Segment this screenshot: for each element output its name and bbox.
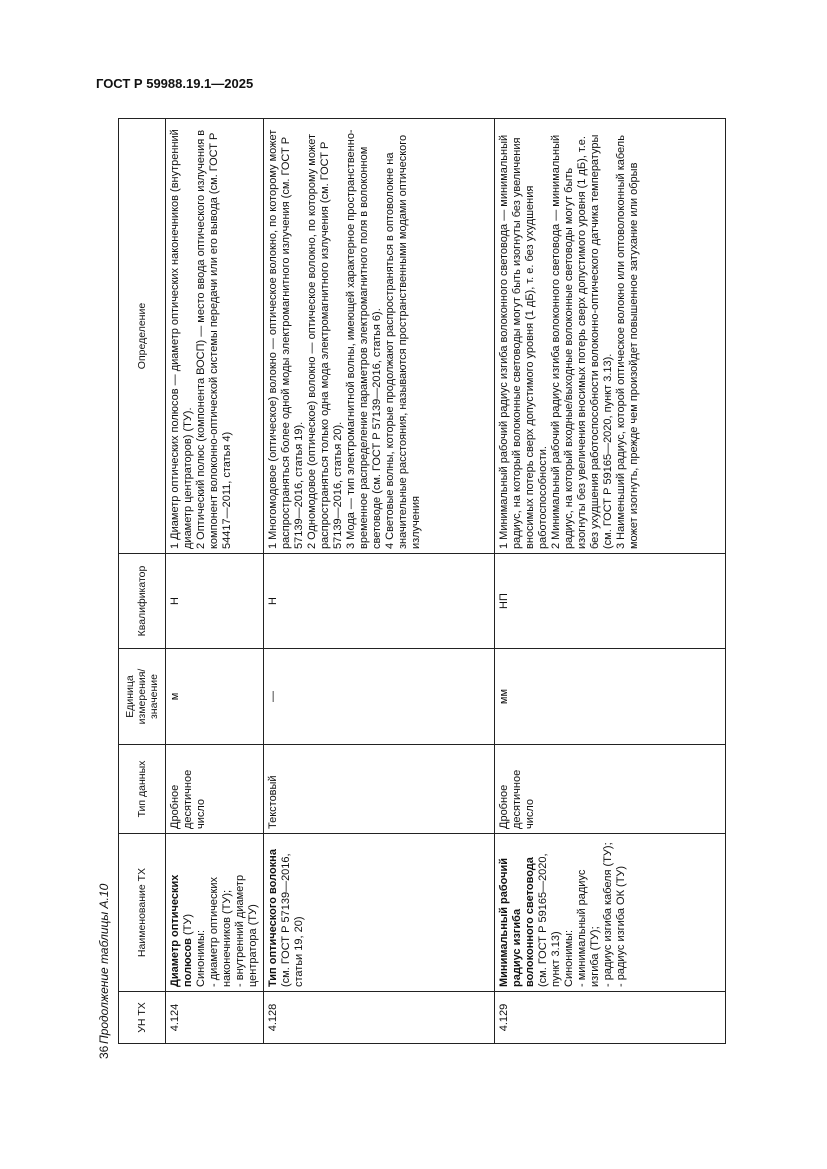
column-header-qualifier: Квалификатор [119,554,166,649]
column-header-data-type: Тип данных [119,745,166,834]
cell-unit: мм [495,649,726,745]
synonym-item: - радиус изгиба ОК (ТУ) [615,865,627,987]
definition-paragraph: 2 Одномодовое (оптическое) волокно — оптическое волокно, по которому может распространяться только одна мода электромагнитного излучения (см. ГОСТ Р 57139—2016, статья 20). [306,134,344,549]
name-reference: (см. ГОСТ Р 57139—2016, статьи 19, 20) [280,853,305,987]
name-bold: Диаметр оптических полюсов [169,874,194,987]
column-header-unit: Единица измерения/ значение [119,649,166,745]
table-header-row [119,119,166,1044]
cell-data-type: Текстовый [264,745,495,834]
cell-id: 4.128 [264,992,495,1044]
definition-paragraph: 3 Мода — тип электромагнитной волны, имеющей характерное пространственно-временное распределение параметров электромагнитного поля в волоконном световоде (см. ГОСТ Р 57139—2016, статья 6). [345,129,383,549]
synonym-item: - радиус изгиба кабеля (ТУ); [602,842,614,987]
table-row [495,119,726,1044]
definition-paragraph: 2 Оптический полюс (компонента ВОСП) — место ввода оптического излучения в компонент волоконно-оптической системы передачи или его вывода (см. ГОСТ Р 54417—2011, статья 4) [195,129,233,549]
column-header-definition: Определение [119,119,166,554]
cell-definition [166,119,264,554]
document-header-title: ГОСТ Р 59988.19.1—2025 [96,76,254,91]
synonyms-label: Синонимы: [195,929,207,987]
cell-definition [495,119,726,554]
cell-qualifier: Н [264,554,495,649]
definition-paragraph: 1 Минимальный рабочий радиус изгиба волоконного световода — минимальный радиус, на который волоконные световоды могут быть изогнуты без увеличения вносимых потерь сверх допустимого уровня (1 дБ), т. е. без ухудшения работоспособности. [498,134,549,549]
cell-data-type: Дробное десятичное число [166,745,264,834]
cell-qualifier: Н [166,554,264,649]
table-row [166,119,264,1044]
synonym-item: - внутренний диаметр центратора (ТУ) [234,874,259,987]
cell-name [166,834,264,992]
characteristics-table [118,118,726,1044]
column-header-name: Наименование ТХ [119,834,166,992]
definition-paragraph: 1 Многомодовое (оптическое) волокно — оптическое волокно, по которому может распространяться более одной моды электромагнитного излучения (см. ГОСТ Р 57139—2016, статья 19). [267,129,305,549]
name-bold: Минимальный рабочий радиус изгиба волоконного световода [498,857,536,987]
synonyms-label: Синонимы: [563,929,575,987]
name-reference: (см. ГОСТ Р 59165—2020, пункт 3.13) [537,853,562,987]
table-caption: Продолжение таблицы А.10 [97,883,111,1044]
name-rest: (ТУ) [182,913,194,939]
name-bold: Тип оптического волокна [267,849,279,987]
definition-paragraph: 1 Диаметр оптических полюсов — диаметр оптических наконечников (внутренний диаметр центраторов) (ТУ). [169,129,194,549]
cell-qualifier: НП [495,554,726,649]
column-header-id: УН ТХ [119,992,166,1044]
rotated-table-container [97,119,714,1044]
table-row [264,119,495,1044]
definition-paragraph: 4 Световые волны, которые продолжают распространяться в оптоволокне на значительные расстояния, называются пространственными модами оптического излучения [384,134,422,549]
page-number: 36 [97,1045,111,1059]
cell-id: 4.124 [166,992,264,1044]
cell-id: 4.129 [495,992,726,1044]
cell-unit: м [166,649,264,745]
cell-name [495,834,726,992]
cell-data-type: Дробное десятичное число [495,745,726,834]
cell-name [264,834,495,992]
definition-paragraph: 2 Минимальный рабочий радиус изгиба волоконного световода — минимальный радиус, на который входные/выходные волоконные световоды могут быть изогнуты без увеличения вносимых потерь сверх допустимого уровня (1 дБ), т.е. без ухудшения работоспособности волоконно-оптического датчика температуры (см. ГОСТ Р 59165—2020, пункт 3.13). [550,134,614,549]
definition-paragraph: 3 Наименьший радиус, которой оптическое волокно или оптоволоконный кабель может изогнуть, прежде чем произойдет повышенное затухание или обрыв [615,135,640,549]
cell-unit: — [264,649,495,745]
cell-definition [264,119,495,554]
synonym-item: - диаметр оптических наконечников (ТУ); [208,877,233,987]
synonym-item: - минимальный радиус изгиба (ТУ); [576,869,601,987]
